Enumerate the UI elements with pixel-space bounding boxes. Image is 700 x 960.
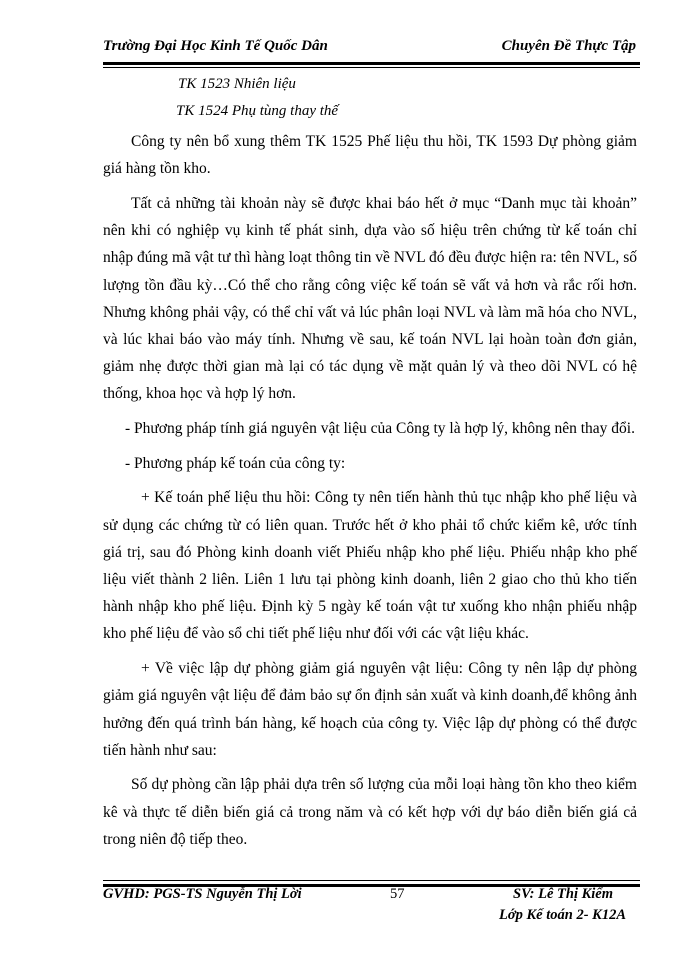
footer-rule-thin (103, 880, 640, 881)
footer-class: Lớp Kế toán 2- K12A (499, 907, 627, 923)
footer-supervisor: GVHD: PGS-TS Nguyễn Thị Lời (103, 886, 302, 902)
header-rule-thin (103, 67, 640, 68)
paragraph-provision-basis: Số dự phòng cần lập phải dựa trên số lượng của mỗi loại hàng tồn kho theo kiểm kê và thực tế diễn biến giá cả trong năm và có kết hợp với dự báo diễn biến giá cả trong niên độ tiếp theo. (103, 776, 637, 848)
page-number: 57 (390, 886, 405, 902)
account-line-1524: TK 1524 Phụ tùng thay thế (176, 103, 339, 119)
header-university: Trường Đại Học Kinh Tế Quốc Dân (103, 38, 328, 54)
body-text (103, 128, 637, 861)
header-report-title: Chuyên Đề Thực Tập (501, 38, 636, 54)
paragraph-pricing-method: - Phương pháp tính giá nguyên vật liệu của Công ty là hợp lý, không nên thay đổi. (125, 420, 635, 438)
footer-student: SV: Lê Thị Kiểm (513, 886, 614, 902)
page-footer (103, 886, 640, 934)
paragraph-supplement-accounts: Công ty nên bổ xung thêm TK 1525 Phế liệu thu hồi, TK 1593 Dự phòng giảm giá hàng tồn kho. (103, 133, 637, 178)
paragraph-accounting-method: - Phương pháp kế toán của công ty: (125, 454, 346, 472)
paragraph-account-catalog: Tất cả những tài khoản này sẽ được khai báo hết ở mục “Danh mục tài khoản” nên khi có nghiệp vụ kinh tế phát sinh, dựa vào số hiệu trên chứng từ kế toán chỉ nhập đúng mã vật tư thì hàng loạt thông tin về NVL đó đều được hiện ra: tên NVL, số lượng tồn đầu kỳ…Có thể cho rằng công việc kế toán sẽ vất vả hơn và rắc rối hơn. Nhưng không phải vậy, có thể chỉ vất vả lúc phân loại NVL và làm mã hóa cho NVL, và lúc khai báo vào máy tính. Nhưng về sau, kế toán NVL lại hoàn toàn đơn giản, giảm nhẹ được thời gian mà lại có tác dụng về mặt quản lý và theo dõi NVL có hệ thống, khoa học và hợp lý hơn. (103, 194, 637, 403)
paragraph-provision: + Về việc lập dự phòng giảm giá nguyên vật liệu: Công ty nên lập dự phòng giảm giá nguyên vật liệu để đảm bảo sự ổn định sản xuất và kinh doanh,để không ảnh hưởng đến quá trình bán hàng, kế hoạch của công ty. Việc lập dự phòng có thể được tiến hành như sau: (103, 660, 637, 759)
header-rule-thick (103, 62, 640, 65)
paragraph-scrap-accounting: + Kế toán phế liệu thu hồi: Công ty nên tiến hành thủ tục nhập kho phế liệu và sử dụng các chứng từ có liên quan. Trước hết ở kho phải tổ chức kiểm kê, ước tính giá trị, sau đó Phòng kinh doanh viết Phiếu nhập kho phế liệu. Phiếu nhập kho phế liệu viết thành 2 liên. Liên 1 lưu tại phòng kinh doanh, liên 2 giao cho thủ kho tiến hành nhập kho phế liệu. Định kỳ 5 ngày kế toán vật tư xuống kho nhận phiếu nhập kho phế liệu để vào sổ chi tiết phế liệu như đối với các vật liệu khác. (103, 489, 637, 643)
account-line-1523: TK 1523 Nhiên liệu (178, 76, 296, 92)
